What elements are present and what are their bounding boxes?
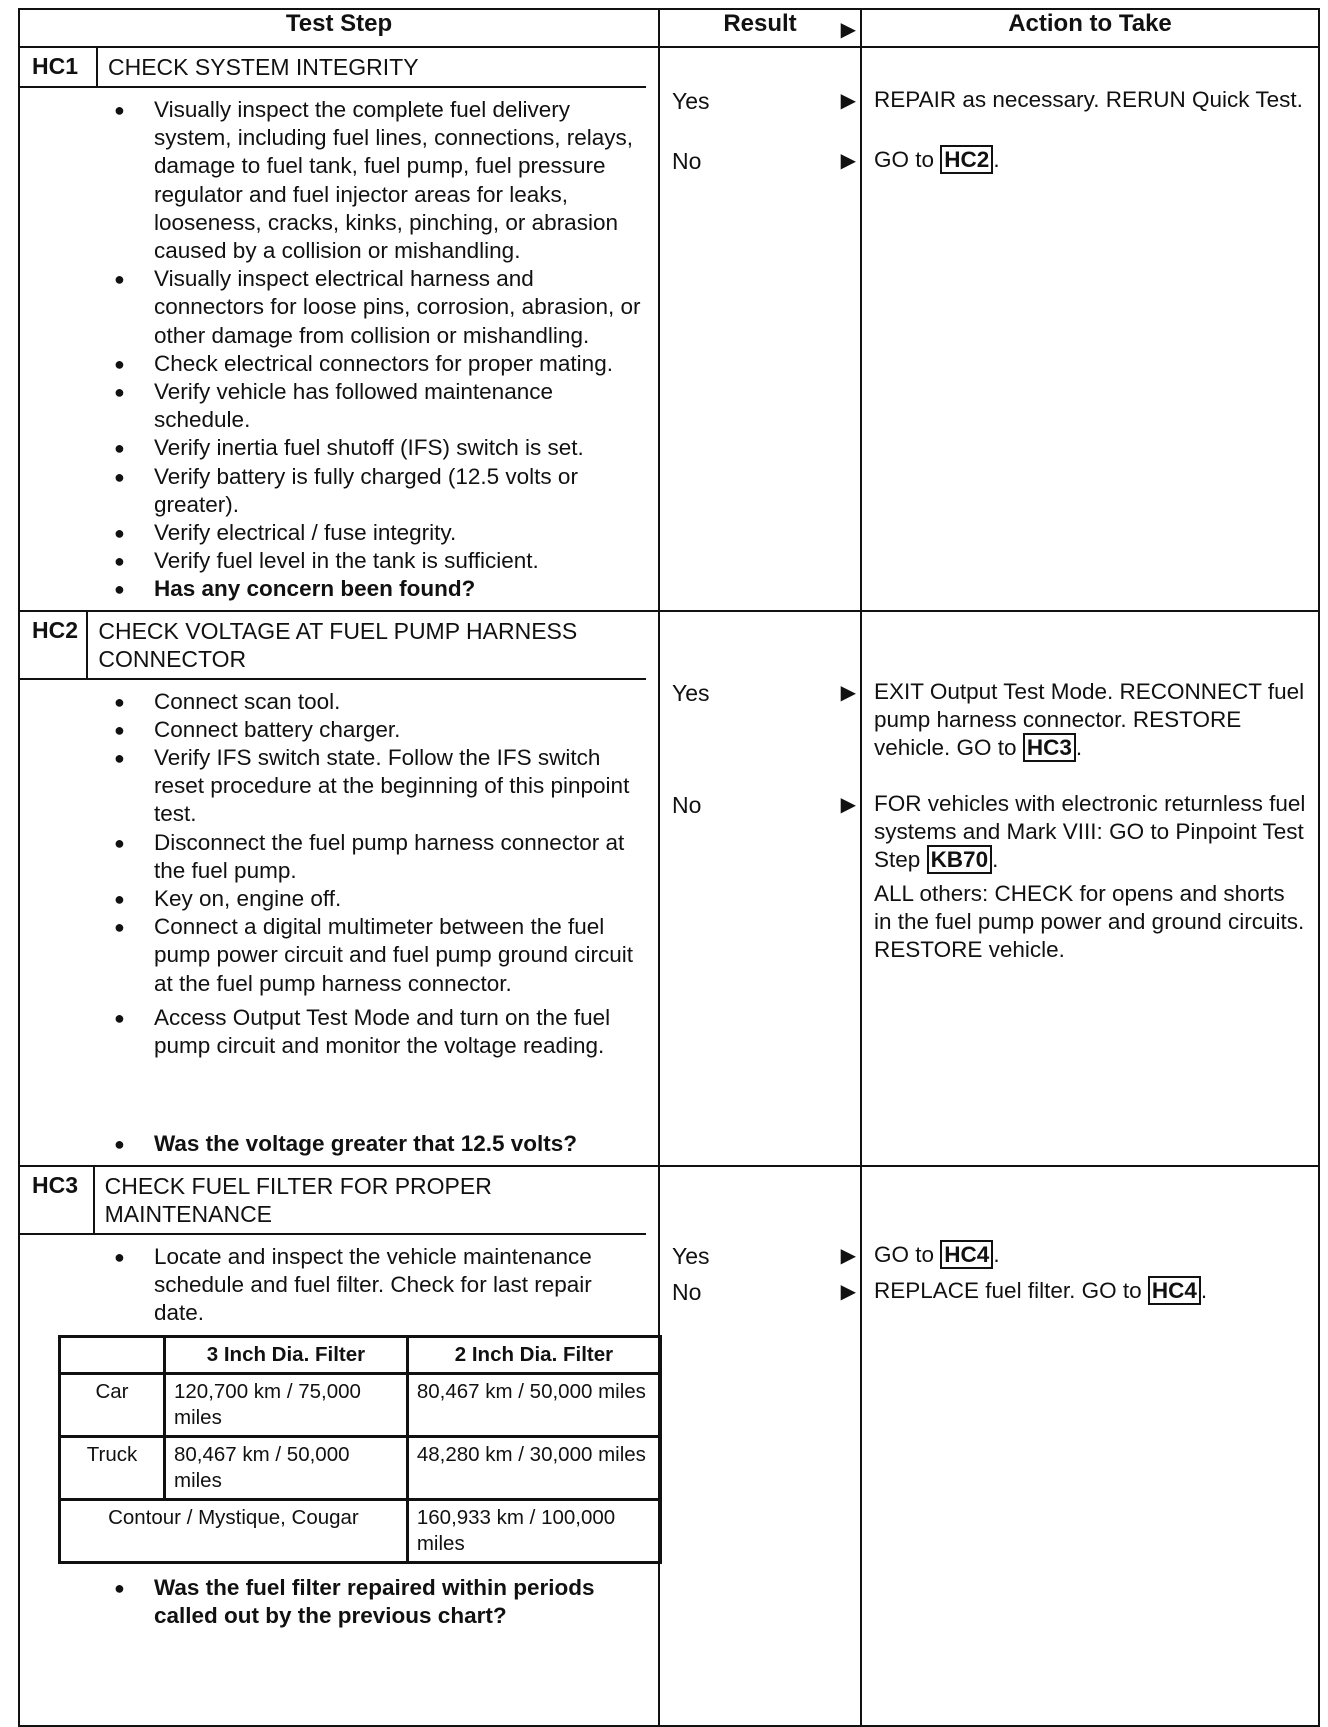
- bullet-item: ● Verify electrical / fuse integrity.: [20, 519, 648, 547]
- step-ref-link[interactable]: HC2: [940, 145, 993, 174]
- filter-corner-cell: [60, 1337, 165, 1374]
- step-code: HC1: [20, 48, 98, 86]
- step-bullets: [20, 1574, 658, 1636]
- bullet-item: ● Disconnect the fuel pump harness connector at the fuel pump.: [20, 829, 648, 885]
- result-cell-hc3: [659, 1166, 861, 1726]
- bullet-item: ● Verify fuel level in the tank is sufficient.: [20, 547, 648, 575]
- result-cell-hc2: [659, 611, 861, 1166]
- bullet-item: ● Connect a digital multimeter between the fuel pump power circuit and fuel pump ground circuit at the fuel pump harness connector.: [20, 913, 648, 998]
- step-cell-hc2: [19, 611, 659, 1166]
- step-bullets: [20, 88, 658, 610]
- result-no: No ▶: [672, 791, 856, 818]
- action-yes: GO to HC4 .: [874, 1241, 1000, 1267]
- step-header: [20, 1167, 646, 1235]
- header-result: Result ▶: [659, 9, 861, 47]
- result-no: No ▶: [672, 1278, 856, 1305]
- filter-cell: 48,280 km / 30,000 miles: [407, 1437, 660, 1500]
- step-title: CHECK VOLTAGE AT FUEL PUMP HARNESS CONNECTOR: [98, 617, 578, 672]
- action-no-others: ALL others: CHECK for opens and shorts in the fuel pump power and ground circuits. RESTORE vehicle.: [874, 880, 1305, 962]
- action-cell-hc3: [861, 1166, 1319, 1726]
- step-title: CHECK SYSTEM INTEGRITY: [108, 54, 419, 80]
- bullet-item: ● Connect battery charger.: [20, 716, 648, 744]
- step-header: [20, 48, 646, 88]
- step-cell-hc3: [19, 1166, 659, 1726]
- action-no: REPLACE fuel filter. GO to HC4 .: [874, 1277, 1208, 1303]
- pinpoint-test-table: [18, 8, 1320, 1727]
- step-ref-link[interactable]: HC4: [1148, 1276, 1201, 1305]
- arrow-right-icon: ▶: [840, 90, 856, 112]
- filter-cell: 80,467 km / 50,000 miles: [407, 1374, 660, 1437]
- bullet-item: ● Verify vehicle has followed maintenance schedule.: [20, 378, 648, 434]
- arrow-right-icon: ▶: [840, 1280, 856, 1303]
- step-question: ● Was the voltage greater that 12.5 volts?: [20, 1130, 648, 1158]
- arrow-right-icon: ▶: [840, 19, 856, 41]
- filter-row: [60, 1500, 661, 1563]
- bullet-item: ● Verify inertia fuel shutoff (IFS) switch is set.: [20, 434, 648, 462]
- bullet-item: ● Visually inspect the complete fuel delivery system, including fuel lines, connections, relays, damage to fuel tank, fuel pump, fuel pressure regulator and fuel injector areas for leaks, looseness, cracks, kinks, pinching, or abrasion caused by a collision or mishandling.: [20, 96, 648, 265]
- result-yes: Yes ▶: [672, 88, 856, 114]
- step-ref-link[interactable]: KB70: [927, 845, 993, 874]
- action-no: FOR vehicles with electronic returnless fuel systems and Mark VIII: GO to Pinpoint Test Step KB70 . ALL others: CHECK for opens and shorts in the fuel pump power and ground circuits. RESTORE vehicle.: [874, 790, 1308, 964]
- filter-cell: 160,933 km / 100,000 miles: [407, 1500, 660, 1563]
- filter-cell: 80,467 km / 50,000 miles: [165, 1437, 408, 1500]
- header-row: [19, 9, 1319, 47]
- bullet-item: ● Verify IFS switch state. Follow the IFS switch reset procedure at the beginning of this pinpoint test.: [20, 744, 648, 829]
- arrow-right-icon: ▶: [840, 150, 856, 172]
- arrow-right-icon: ▶: [840, 681, 856, 704]
- action-yes: REPAIR as necessary. RERUN Quick Test.: [874, 87, 1303, 112]
- filter-row-label: Truck: [60, 1437, 165, 1500]
- action-cell-hc2: [861, 611, 1319, 1166]
- bullet-item: ● Visually inspect electrical harness and connectors for loose pins, corrosion, abrasion, or other damage from collision or mishandling.: [20, 265, 648, 350]
- arrow-right-icon: ▶: [840, 1244, 856, 1267]
- filter-interval-table: [58, 1335, 662, 1564]
- filter-row-label: Car: [60, 1374, 165, 1437]
- step-question: ● Was the fuel filter repaired within periods called out by the previous chart?: [20, 1574, 648, 1630]
- filter-row: [60, 1374, 661, 1437]
- filter-row-label: Contour / Mystique, Cougar: [60, 1500, 408, 1563]
- bullet-item: ● Verify battery is fully charged (12.5 volts or greater).: [20, 463, 648, 519]
- step-ref-link[interactable]: HC3: [1023, 733, 1076, 762]
- result-yes: Yes ▶: [672, 679, 856, 706]
- result-cell-hc1: [659, 47, 861, 611]
- step-bullets: [20, 1235, 658, 1328]
- filter-col-header: 2 Inch Dia. Filter: [407, 1337, 660, 1374]
- bullet-item: ● Locate and inspect the vehicle maintenance schedule and fuel filter. Check for last repair date.: [20, 1243, 648, 1328]
- filter-row: [60, 1437, 661, 1500]
- action-no: GO to HC2 .: [874, 147, 1000, 172]
- bullet-item: ● Connect scan tool.: [20, 688, 648, 716]
- step-code: HC3: [20, 1167, 95, 1233]
- action-yes: EXIT Output Test Mode. RECONNECT fuel pump harness connector. RESTORE vehicle. GO to HC3 .: [874, 678, 1305, 760]
- step-row-hc3: [19, 1166, 1319, 1726]
- step-ref-link[interactable]: HC4: [940, 1240, 993, 1269]
- step-header: [20, 612, 646, 680]
- step-title: CHECK FUEL FILTER FOR PROPER MAINTENANCE: [104, 1172, 492, 1227]
- header-test-step: Test Step: [19, 9, 659, 47]
- diagnostic-page: [18, 8, 1318, 1727]
- arrow-right-icon: ▶: [840, 793, 856, 816]
- filter-cell: 120,700 km / 75,000 miles: [165, 1374, 408, 1437]
- bullet-item: ● Key on, engine off.: [20, 885, 648, 913]
- result-no: No ▶: [672, 148, 856, 174]
- header-action: Action to Take: [861, 9, 1319, 47]
- step-cell-hc1: [19, 47, 659, 611]
- step-question: ● Has any concern been found?: [20, 575, 648, 603]
- step-row-hc1: [19, 47, 1319, 611]
- bullet-item: ● Check electrical connectors for proper mating.: [20, 350, 648, 378]
- step-bullets: [20, 680, 658, 1165]
- step-code: HC2: [20, 612, 88, 678]
- bullet-item: ● Access Output Test Mode and turn on the fuel pump circuit and monitor the voltage reading.: [20, 1004, 648, 1060]
- action-cell-hc1: [861, 47, 1319, 611]
- filter-header-row: [60, 1337, 661, 1374]
- filter-col-header: 3 Inch Dia. Filter: [165, 1337, 408, 1374]
- step-row-hc2: [19, 611, 1319, 1166]
- result-yes: Yes ▶: [672, 1242, 856, 1269]
